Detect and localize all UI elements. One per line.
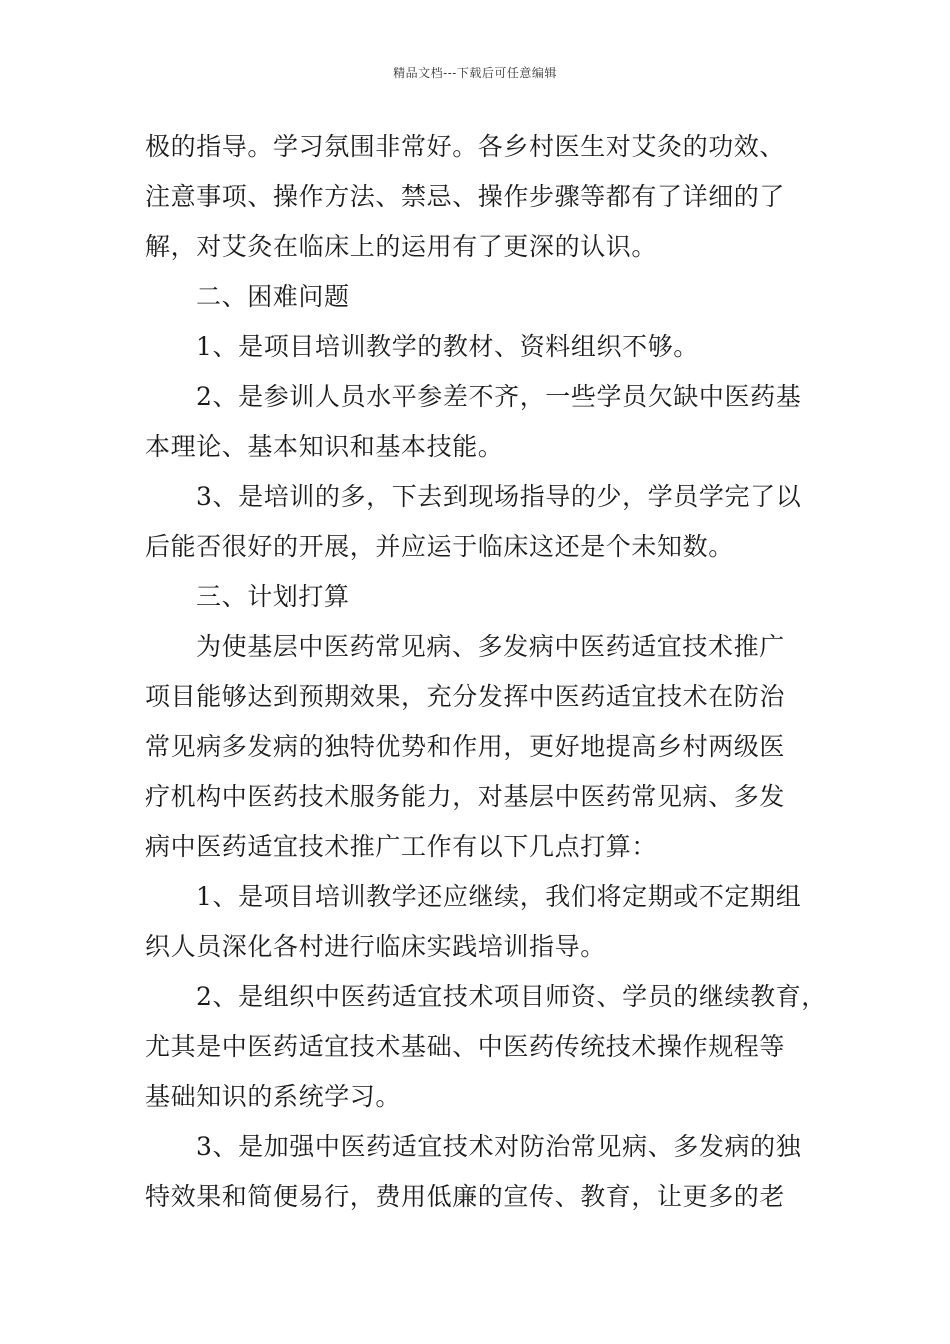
text-line: 3、是加强中医药适宜技术对防治常见病、多发病的独 bbox=[196, 1132, 802, 1161]
section-heading: 三、计划打算 bbox=[196, 582, 350, 611]
text-line: 后能否很好的开展，并应运于临床这还是个未知数。 bbox=[145, 532, 734, 561]
text-line: 织人员深化各村进行临床实践培训指导。 bbox=[145, 932, 606, 961]
text-line: 为使基层中医药常见病、多发病中医药适宜技术推广 bbox=[196, 632, 785, 661]
text-line: 2、是参训人员水平参差不齐，一些学员欠缺中医药基 bbox=[196, 382, 802, 411]
text-line: 本理论、基本知识和基本技能。 bbox=[145, 432, 504, 461]
text-line: 项目能够达到预期效果，充分发挥中医药适宜技术在防治 bbox=[145, 682, 786, 711]
text-line: 极的指导。学习氛围非常好。各乡村医生对艾灸的功效、 bbox=[145, 132, 786, 161]
text-line: 疗机构中医药技术服务能力，对基层中医药常见病、多发 bbox=[145, 782, 786, 811]
page-header: 精品文档---下载后可任意编辑 bbox=[393, 66, 557, 80]
text-line: 基础知识的系统学习。 bbox=[145, 1082, 402, 1111]
text-line: 解，对艾灸在临床上的运用有了更深的认识。 bbox=[145, 232, 658, 261]
text-line: 2、是组织中医药适宜技术项目师资、学员的继续教育， bbox=[196, 982, 827, 1011]
text-line: 1、是项目培训教学的教材、资料组织不够。 bbox=[196, 332, 699, 361]
text-line: 特效果和简便易行，费用低廉的宣传、教育，让更多的老 bbox=[145, 1182, 786, 1211]
section-heading: 二、困难问题 bbox=[196, 282, 350, 311]
text-line: 1、是项目培训教学还应继续，我们将定期或不定期组 bbox=[196, 882, 802, 911]
document-body bbox=[145, 122, 827, 1222]
text-line: 尤其是中医药适宜技术基础、中医药传统技术操作规程等 bbox=[145, 1032, 786, 1061]
text-line: 3、是培训的多，下去到现场指导的少，学员学完了以 bbox=[196, 482, 802, 511]
text-line: 常见病多发病的独特优势和作用，更好地提高乡村两级医 bbox=[145, 732, 786, 761]
text-line: 病中医药适宜技术推广工作有以下几点打算： bbox=[145, 832, 658, 861]
text-line: 注意事项、操作方法、禁忌、操作步骤等都有了详细的了 bbox=[145, 182, 786, 211]
